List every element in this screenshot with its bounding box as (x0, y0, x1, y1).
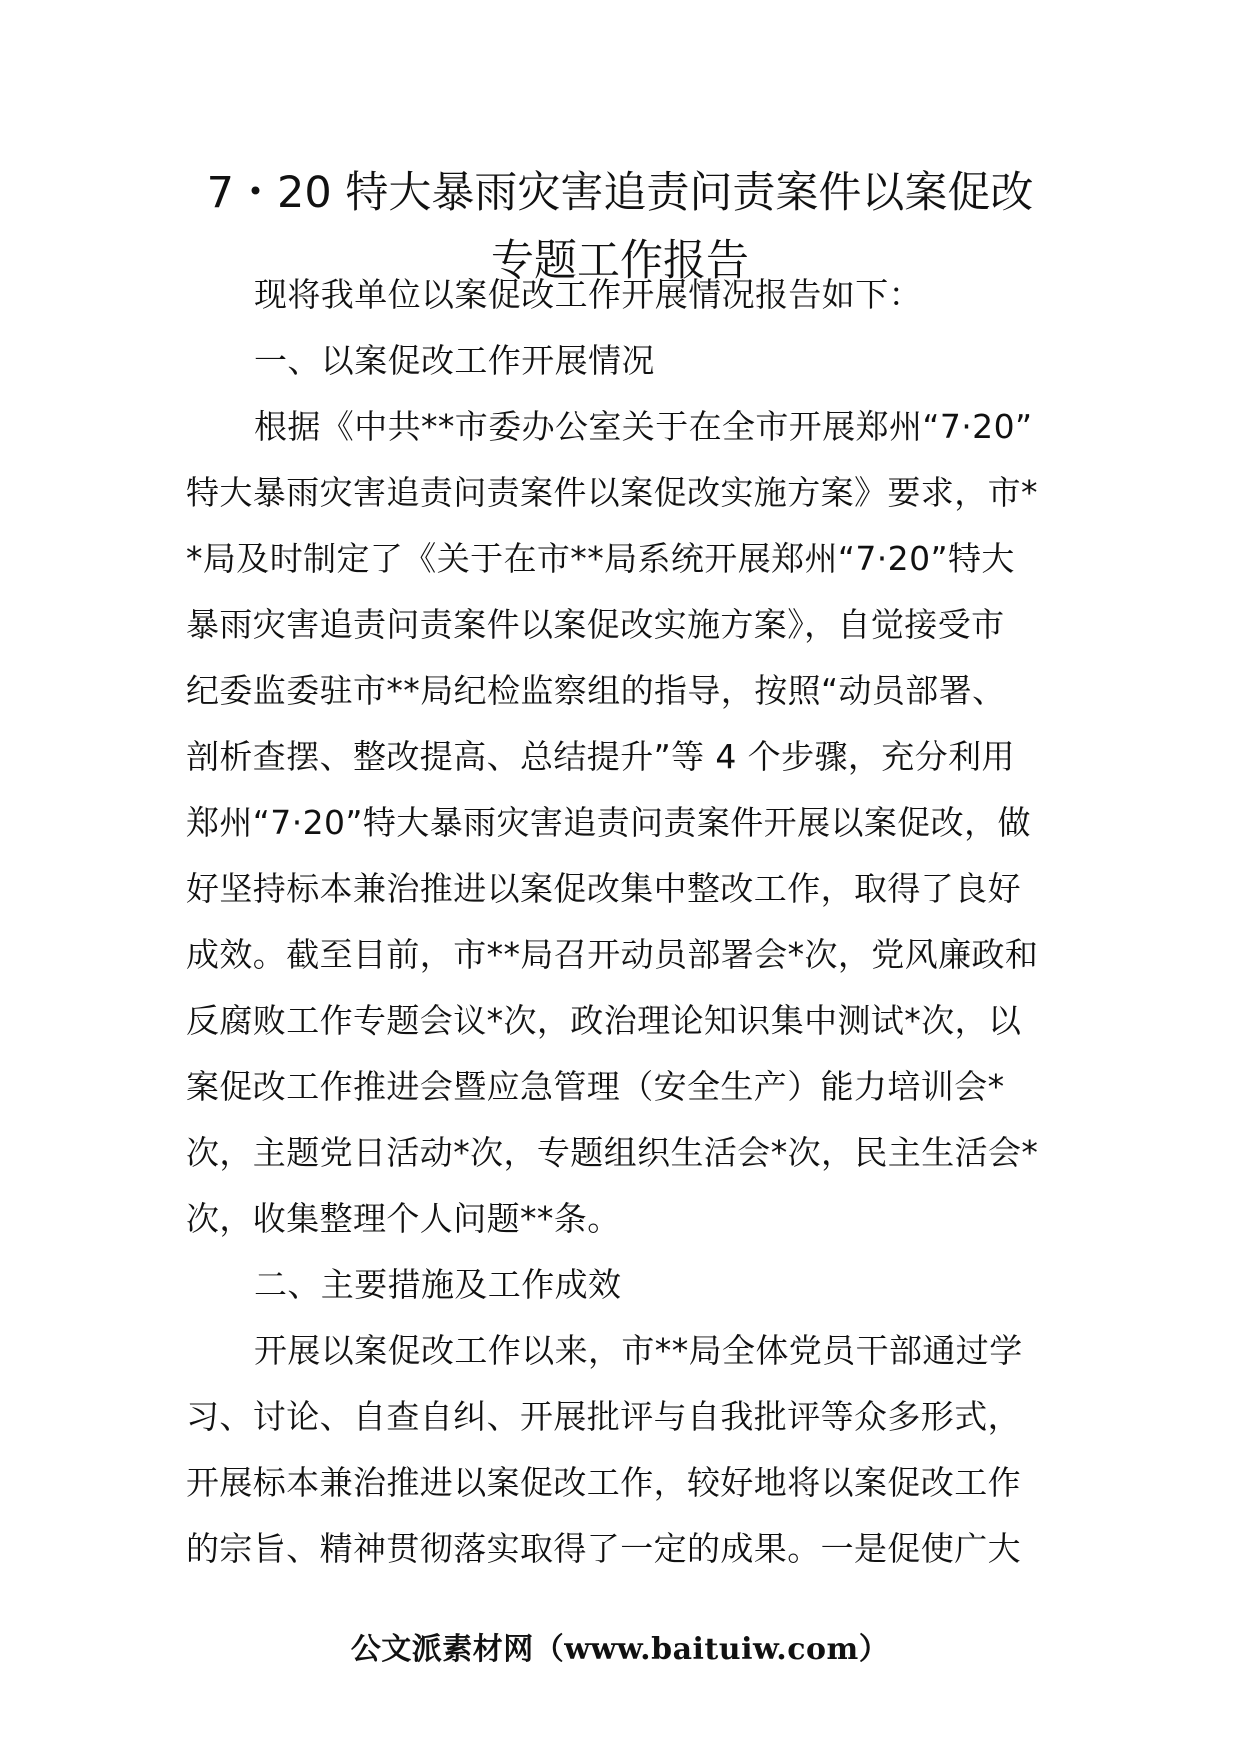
paragraph-line: 的宗旨、精神贯彻落实取得了一定的成果。一是促使广大 (186, 1529, 1021, 1568)
paragraph-line: 次，主题党日活动*次，专题组织生活会*次，民主生活会* (186, 1133, 1039, 1172)
paragraph-line: 特大暴雨灾害追责问责案件以案促改实施方案》要求，市* (186, 473, 1038, 512)
intro-paragraph: 现将我单位以案促改工作开展情况报告如下： (254, 275, 922, 314)
document-title-line-2: 专题工作报告 (491, 236, 749, 286)
paragraph-line: 开展以案促改工作以来，市**局全体党员干部通过学 (254, 1331, 1023, 1370)
paragraph-line: 案促改工作推进会暨应急管理（安全生产）能力培训会* (186, 1067, 1005, 1106)
paragraph-line: *局及时制定了《关于在市**局系统开展郑州“7·20”特大 (186, 539, 1015, 578)
paragraph-line: 习、讨论、自查自纠、开展批评与自我批评等众多形式， (186, 1397, 1021, 1436)
paragraph-line: 郑州“7·20”特大暴雨灾害追责问责案件开展以案促改，做 (186, 803, 1031, 842)
document-title-line-1: 7・20 特大暴雨灾害追责问责案件以案促改 (206, 168, 1034, 218)
paragraph-line: 反腐败工作专题会议*次，政治理论知识集中测试*次，以 (186, 1001, 1022, 1040)
section-1-heading: 一、以案促改工作开展情况 (254, 341, 655, 380)
paragraph-line: 开展标本兼治推进以案促改工作，较好地将以案促改工作 (186, 1463, 1021, 1502)
document-body (186, 262, 1056, 1582)
section-2-heading: 二、主要措施及工作成效 (254, 1265, 622, 1304)
paragraph-line: 成效。截至目前，市**局召开动员部署会*次，党风廉政和 (186, 935, 1039, 974)
paragraph-line: 纪委监委驻市**局纪检监察组的指导，按照“动员部署、 (186, 671, 1006, 710)
paragraph-line: 剖析查摆、整改提高、总结提升”等 4 个步骤，充分利用 (186, 737, 1015, 776)
paragraph-line: 好坚持标本兼治推进以案促改集中整改工作，取得了良好 (186, 869, 1021, 908)
paragraph-line: 根据《中共**市委办公室关于在全市开展郑州“7·20” (254, 407, 1033, 446)
footer-watermark: 公文派素材网（www.baituiw.com） (350, 1632, 890, 1667)
paragraph-line: 次，收集整理个人问题**条。 (186, 1199, 621, 1238)
paragraph-line: 暴雨灾害追责问责案件以案促改实施方案》，自觉接受市 (186, 605, 1005, 644)
